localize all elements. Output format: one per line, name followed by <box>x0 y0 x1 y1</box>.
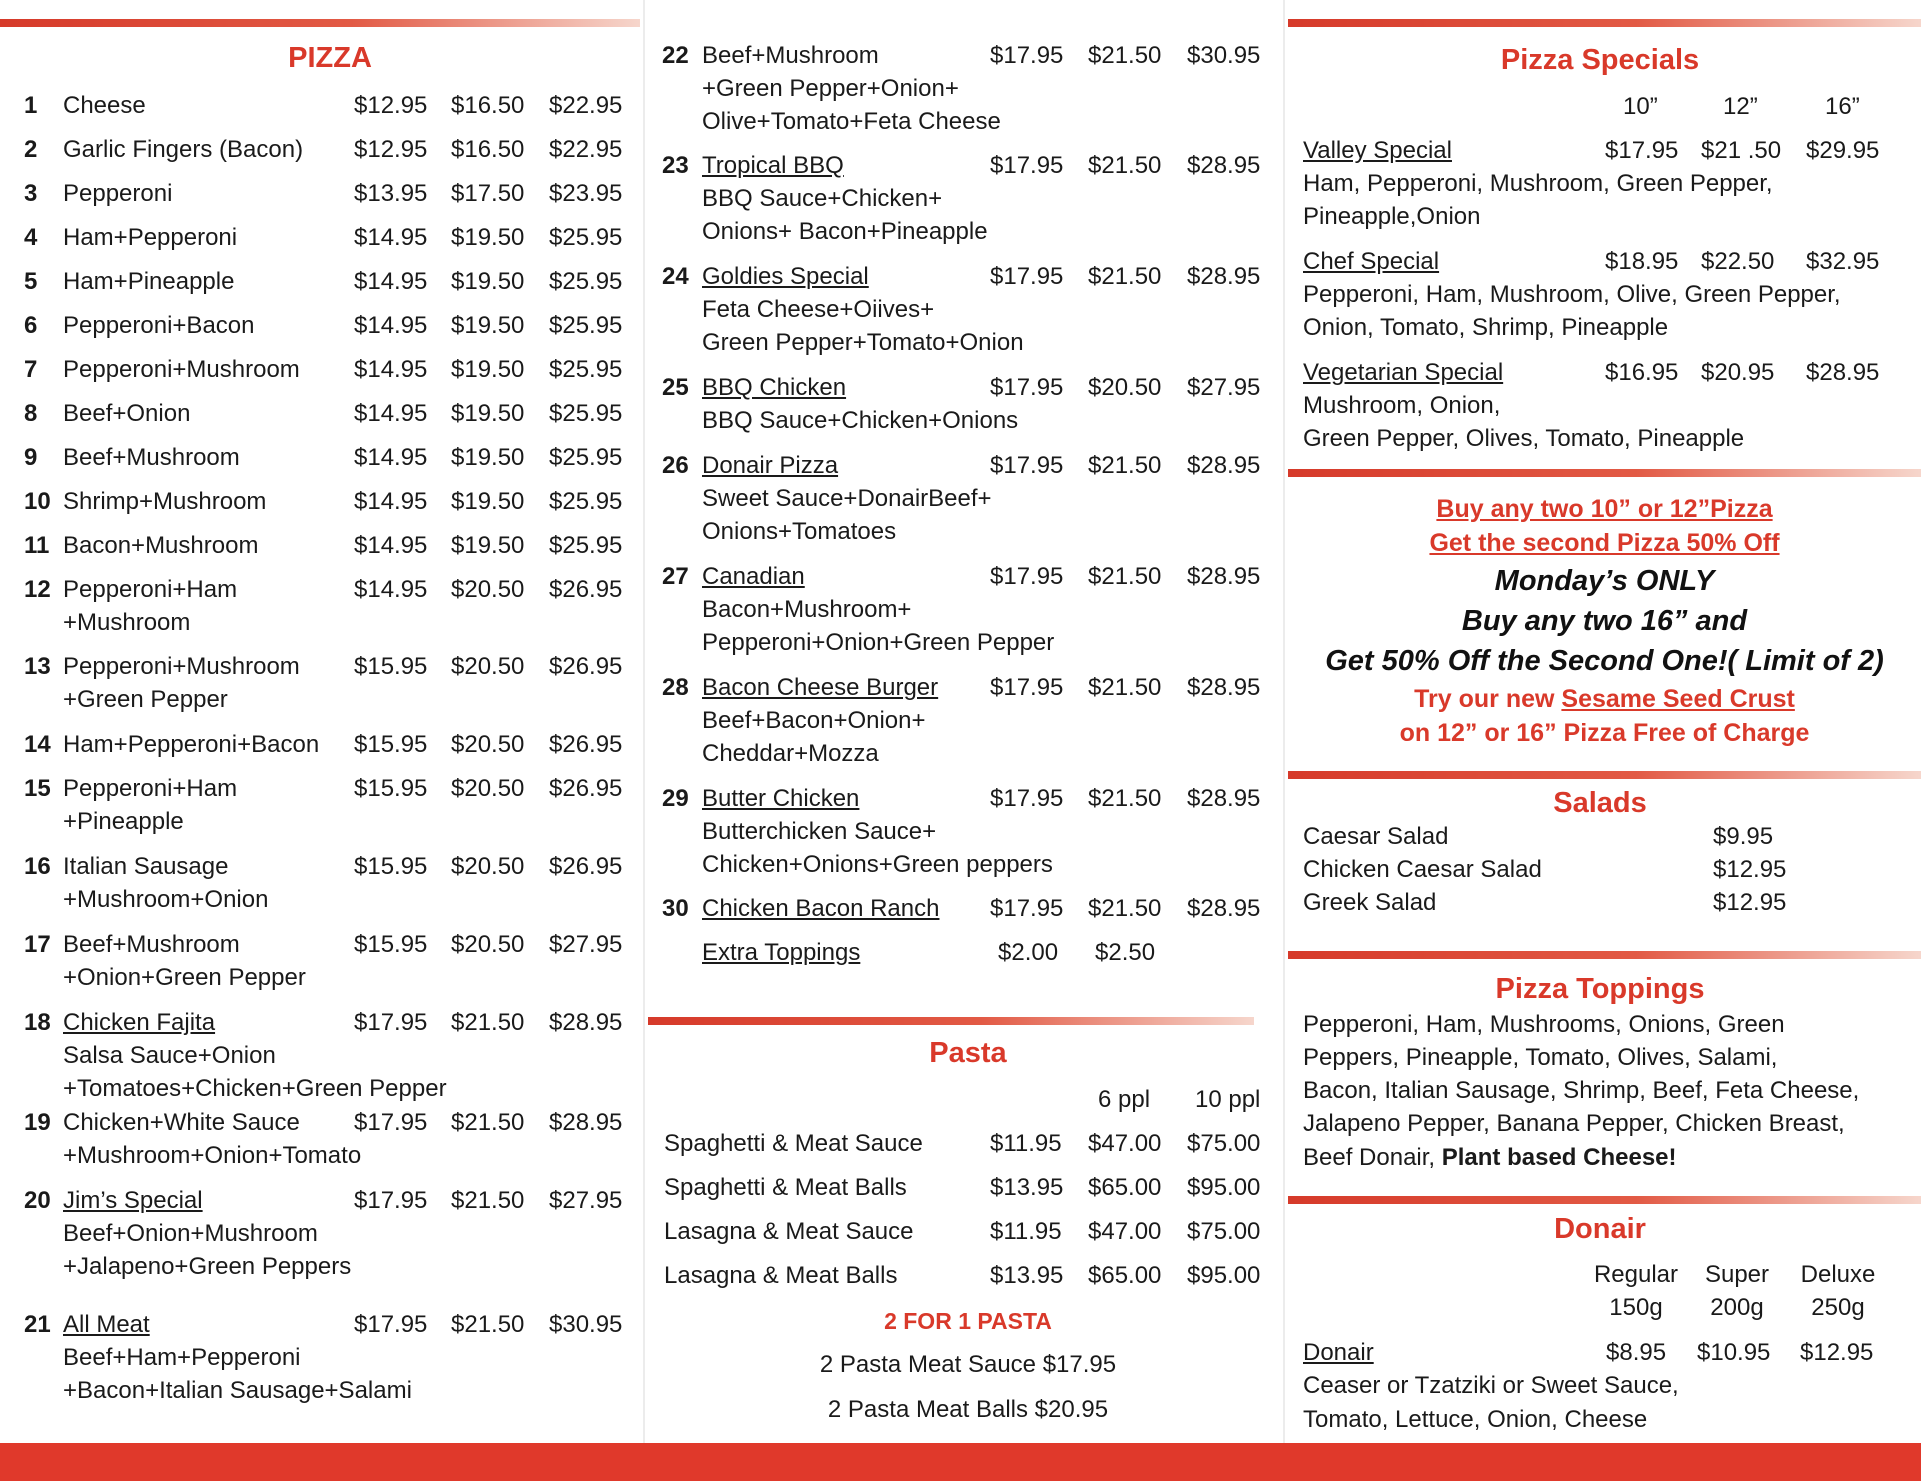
specials-divider <box>1288 469 1921 477</box>
donair-size-name: Regular <box>1593 1261 1679 1288</box>
pizza-item-number: 4 <box>24 224 38 251</box>
salad-price: $9.95 <box>1713 823 1774 850</box>
pizza-item-name: Shrimp+Mushroom <box>63 488 267 515</box>
pizza-item-number: 15 <box>24 775 51 802</box>
pizza-item-ingredients: Pepperoni+Onion+Green Pepper <box>702 629 1055 656</box>
pizza-item-name: Chicken Fajita <box>63 1009 216 1036</box>
donair-desc-2: Tomato, Lettuce, Onion, Cheese <box>1303 1406 1648 1433</box>
pizza-price-small: $15.95 <box>354 853 428 880</box>
specials-size-10: 10” <box>1623 93 1658 120</box>
pizza-item-name: Ham+Pineapple <box>63 268 235 295</box>
pizza-item-number: 3 <box>24 180 38 207</box>
pizza-item-name: Beef+Mushroom <box>702 42 879 69</box>
fold-line-2 <box>1283 0 1285 1443</box>
special-price: $16.95 <box>1605 359 1679 386</box>
pizza-price-medium: $20.50 <box>451 576 525 603</box>
pizza-item-number: 18 <box>24 1009 51 1036</box>
promo-line-7: on 12” or 16” Pizza Free of Charge <box>1399 719 1810 747</box>
pasta-item-name: Lasagna & Meat Sauce <box>664 1218 914 1245</box>
pizza-item-name: Pepperoni+Ham <box>63 576 238 603</box>
pizza-price-small: $14.95 <box>354 400 428 427</box>
pizza-price-medium: $21.50 <box>451 1109 525 1136</box>
pizza-item-ingredients: Chicken+Onions+Green peppers <box>702 851 1053 878</box>
pizza-item-number: 6 <box>24 312 38 339</box>
pizza-price-medium: $21.50 <box>451 1009 525 1036</box>
pizza-item-ingredients: +Green Pepper <box>63 686 228 713</box>
special-price: $22.50 <box>1701 248 1775 275</box>
special-name: Valley Special <box>1303 137 1452 164</box>
pizza-item-ingredients: Beef+Onion+Mushroom <box>63 1220 318 1247</box>
pizza-item-ingredients: Sweet Sauce+DonairBeef+ <box>702 485 992 512</box>
pizza-price-medium: $19.50 <box>451 224 525 251</box>
special-name: Chef Special <box>1303 248 1440 275</box>
pizza-price-large: $28.95 <box>1187 452 1261 479</box>
pizza-price-small: $17.95 <box>354 1311 428 1338</box>
top-bar-left <box>0 19 640 27</box>
pasta-item-price: $11.95 <box>990 1130 1062 1157</box>
pizza-price-large: $25.95 <box>549 312 623 339</box>
pizza-price-medium: $20.50 <box>451 775 525 802</box>
donair-price-deluxe: $12.95 <box>1800 1339 1874 1366</box>
pizza-item-ingredients: Beef+Ham+Pepperoni <box>63 1344 301 1371</box>
promo-divider <box>1288 771 1921 779</box>
pizza-price-medium: $21.50 <box>1088 785 1162 812</box>
pizza-item-number: 23 <box>662 152 689 179</box>
pasta-item-name: Spaghetti & Meat Sauce <box>664 1130 923 1157</box>
pizza-price-small: $17.95 <box>990 563 1064 590</box>
extra-toppings-label: Extra Toppings <box>702 939 861 966</box>
salad-name: Chicken Caesar Salad <box>1303 856 1542 883</box>
promo-line-6 <box>1288 682 1921 716</box>
pizza-price-medium: $20.50 <box>451 731 525 758</box>
toppings-last-line <box>1303 1144 1677 1172</box>
pizza-price-small: $14.95 <box>354 268 428 295</box>
special-name: Vegetarian Special <box>1303 359 1504 386</box>
pizza-item-number: 19 <box>24 1109 51 1136</box>
pizza-item-ingredients: +Mushroom+Onion+Tomato <box>63 1142 362 1169</box>
pizza-price-large: $26.95 <box>549 576 623 603</box>
pizza-item-name: Cheese <box>63 92 146 119</box>
pasta-title: Pasta <box>929 1037 1007 1069</box>
top-bar-right <box>1288 19 1921 27</box>
pizza-item-ingredients: +Jalapeno+Green Peppers <box>63 1253 352 1280</box>
pizza-item-name: Tropical BBQ <box>702 152 844 179</box>
pizza-price-medium: $19.50 <box>451 268 525 295</box>
pizza-price-medium: $17.50 <box>451 180 525 207</box>
pizza-price-medium: $16.50 <box>451 136 525 163</box>
pizza-item-number: 8 <box>24 400 38 427</box>
pasta-header-6ppl: 6 ppl <box>1098 1086 1151 1113</box>
pizza-price-large: $28.95 <box>1187 152 1261 179</box>
toppings-title: Pizza Toppings <box>1495 973 1705 1005</box>
pizza-item-ingredients: Olive+Tomato+Feta Cheese <box>702 108 1001 135</box>
pizza-price-large: $27.95 <box>549 931 623 958</box>
pizza-price-large: $28.95 <box>1187 263 1261 290</box>
pizza-item-name: Beef+Mushroom <box>63 931 240 958</box>
pizza-item-name: Beef+Onion <box>63 400 191 427</box>
pizza-price-large: $25.95 <box>549 268 623 295</box>
toppings-line: Bacon, Italian Sausage, Shrimp, Beef, Feta Cheese, <box>1303 1077 1860 1104</box>
pizza-item-name: Bacon+Mushroom <box>63 532 259 559</box>
pizza-price-small: $17.95 <box>990 42 1064 69</box>
pizza-item-name: Pepperoni+Ham <box>63 775 238 802</box>
special-price: $29.95 <box>1806 137 1880 164</box>
pizza-price-small: $17.95 <box>354 1187 428 1214</box>
pizza-title: PIZZA <box>288 42 372 74</box>
pasta-item-price: $13.95 <box>990 1174 1064 1201</box>
pizza-price-small: $17.95 <box>990 674 1064 701</box>
pizza-price-small: $14.95 <box>354 532 428 559</box>
pizza-item-ingredients: Butterchicken Sauce+ <box>702 818 937 845</box>
pizza-price-small: $17.95 <box>990 785 1064 812</box>
pasta-item-name: Lasagna & Meat Balls <box>664 1262 898 1289</box>
pizza-item-number: 11 <box>24 532 50 559</box>
pizza-price-large: $25.95 <box>549 488 623 515</box>
pizza-price-small: $12.95 <box>354 136 428 163</box>
pizza-price-large: $28.95 <box>1187 563 1261 590</box>
pizza-price-large: $23.95 <box>549 180 623 207</box>
pizza-item-ingredients: Salsa Sauce+Onion <box>63 1042 276 1069</box>
pizza-price-medium: $21.50 <box>1088 42 1162 69</box>
pizza-item-number: 13 <box>24 653 51 680</box>
pizza-price-small: $17.95 <box>354 1009 428 1036</box>
pizza-price-medium: $19.50 <box>451 444 525 471</box>
pizza-item-name: All Meat <box>63 1311 150 1338</box>
pizza-item-number: 7 <box>24 356 38 383</box>
specials-size-16: 16” <box>1825 93 1860 120</box>
special-description: Ham, Pepperoni, Mushroom, Green Pepper, <box>1303 170 1773 197</box>
pizza-item-name: Bacon Cheese Burger <box>702 674 939 701</box>
pizza-price-medium: $21.50 <box>451 1311 525 1338</box>
salad-name: Greek Salad <box>1303 889 1437 916</box>
pizza-price-medium: $19.50 <box>451 356 525 383</box>
pizza-item-name: Chicken+White Sauce <box>63 1109 300 1136</box>
pasta-item-price: $65.00 <box>1088 1174 1162 1201</box>
pizza-item-number: 25 <box>662 374 689 401</box>
pasta-item-price: $75.00 <box>1187 1130 1261 1157</box>
promo-block <box>1288 492 1921 750</box>
pizza-item-name: Donair Pizza <box>702 452 839 479</box>
pizza-item-number: 20 <box>24 1187 51 1214</box>
pizza-item-number: 28 <box>662 674 689 701</box>
special-price: $21 .50 <box>1701 137 1782 164</box>
extra-toppings-price-2: $2.50 <box>1095 939 1156 966</box>
pizza-item-name: Goldies Special <box>702 263 869 290</box>
donair-size-weight: 150g <box>1609 1294 1663 1321</box>
pizza-item-ingredients: Onions+Tomatoes <box>702 518 897 545</box>
pizza-item-name: Chicken Bacon Ranch <box>702 895 940 922</box>
promo-line-4: Buy any two 16” and <box>1461 605 1748 637</box>
pasta-item-price: $65.00 <box>1088 1262 1162 1289</box>
pizza-price-small: $14.95 <box>354 444 428 471</box>
pizza-price-large: $28.95 <box>549 1109 623 1136</box>
pizza-price-small: $14.95 <box>354 488 428 515</box>
special-description: Pineapple,Onion <box>1303 203 1481 230</box>
pizza-price-large: $26.95 <box>549 775 623 802</box>
pizza-price-medium: $20.50 <box>451 931 525 958</box>
special-description: Mushroom, Onion, <box>1303 392 1501 419</box>
salad-price: $12.95 <box>1713 889 1787 916</box>
pizza-item-name: Ham+Pepperoni+Bacon <box>63 731 320 758</box>
pizza-item-name: Italian Sausage <box>63 853 229 880</box>
specials-size-12: 12” <box>1723 93 1758 120</box>
pizza-item-number: 30 <box>662 895 689 922</box>
pizza-price-medium: $21.50 <box>1088 452 1162 479</box>
pizza-price-medium: $21.50 <box>1088 674 1162 701</box>
plant-based-cheese: Plant based Cheese! <box>1441 1144 1677 1171</box>
pizza-price-large: $28.95 <box>1187 674 1261 701</box>
toppings-divider <box>1288 1196 1921 1204</box>
pizza-price-small: $14.95 <box>354 576 428 603</box>
extra-toppings-price-1: $2.00 <box>998 939 1059 966</box>
pizza-price-large: $22.95 <box>549 136 623 163</box>
toppings-line: Jalapeno Pepper, Banana Pepper, Chicken Breast, <box>1303 1110 1845 1137</box>
pizza-price-medium: $19.50 <box>451 488 525 515</box>
pizza-item-number: 17 <box>24 931 51 958</box>
promo-line-6-text: Try our new <box>1414 685 1562 713</box>
pizza-price-small: $14.95 <box>354 356 428 383</box>
pizza-price-small: $15.95 <box>354 653 428 680</box>
pizza-item-number: 10 <box>24 488 51 515</box>
pizza-item-ingredients: +Mushroom <box>63 609 191 636</box>
pizza-price-large: $26.95 <box>549 653 623 680</box>
pizza-price-large: $28.95 <box>1187 785 1261 812</box>
pizza-price-large: $27.95 <box>549 1187 623 1214</box>
pizza-item-name: Garlic Fingers (Bacon) <box>63 136 304 163</box>
pizza-price-medium: $20.50 <box>451 653 525 680</box>
pizza-item-number: 2 <box>24 136 38 163</box>
pizza-item-ingredients: +Pineapple <box>63 808 184 835</box>
pizza-item-ingredients: BBQ Sauce+Chicken+Onions <box>702 407 1019 434</box>
promo-line-3: Monday’s ONLY <box>1494 565 1715 597</box>
pizza-price-small: $15.95 <box>354 931 428 958</box>
pizza-item-name: Pepperoni <box>63 180 173 207</box>
pasta-item-price: $13.95 <box>990 1262 1064 1289</box>
pizza-price-large: $25.95 <box>549 400 623 427</box>
pizza-price-medium: $21.50 <box>1088 895 1162 922</box>
pizza-item-ingredients: Bacon+Mushroom+ <box>702 596 912 623</box>
pizza-item-number: 24 <box>662 263 689 290</box>
fold-line-1 <box>643 0 645 1443</box>
pizza-price-large: $30.95 <box>1187 42 1261 69</box>
pizza-item-number: 29 <box>662 785 689 812</box>
pizza-item-name: Canadian <box>702 563 805 590</box>
pizza-price-small: $17.95 <box>990 895 1064 922</box>
toppings-last-text: Beef Donair, <box>1303 1144 1442 1171</box>
pizza-item-name: Jim’s Special <box>63 1187 203 1214</box>
pizza-price-small: $17.95 <box>354 1109 428 1136</box>
pizza-price-medium: $21.50 <box>1088 152 1162 179</box>
pizza-price-medium: $21.50 <box>1088 563 1162 590</box>
pizza-item-number: 22 <box>662 42 689 69</box>
donair-size-weight: 250g <box>1811 1294 1865 1321</box>
pasta-promo-title: 2 FOR 1 PASTA <box>884 1308 1052 1334</box>
pizza-price-small: $17.95 <box>990 263 1064 290</box>
pizza-price-medium: $19.50 <box>451 312 525 339</box>
pasta-item-price: $75.00 <box>1187 1218 1261 1245</box>
pizza-item-name: Beef+Mushroom <box>63 444 240 471</box>
pizza-price-large: $27.95 <box>1187 374 1261 401</box>
pizza-price-large: $22.95 <box>549 92 623 119</box>
salads-title: Salads <box>1553 787 1647 819</box>
pizza-item-ingredients: +Mushroom+Onion <box>63 886 269 913</box>
pasta-item-price: $47.00 <box>1088 1130 1162 1157</box>
special-description: Pepperoni, Ham, Mushroom, Olive, Green Pepper, <box>1303 281 1841 308</box>
pizza-item-name: BBQ Chicken <box>702 374 847 401</box>
pasta-item-price: $95.00 <box>1187 1174 1261 1201</box>
donair-title: Donair <box>1554 1213 1646 1245</box>
pizza-price-large: $26.95 <box>549 853 623 880</box>
pizza-item-ingredients: Cheddar+Mozza <box>702 740 879 767</box>
salad-name: Caesar Salad <box>1303 823 1449 850</box>
special-price: $20.95 <box>1701 359 1775 386</box>
special-price: $32.95 <box>1806 248 1880 275</box>
pizza-item-name: Pepperoni+Mushroom <box>63 653 300 680</box>
pizza-item-ingredients: BBQ Sauce+Chicken+ <box>702 185 943 212</box>
donair-price-super: $10.95 <box>1697 1339 1771 1366</box>
pizza-item-ingredients: +Bacon+Italian Sausage+Salami <box>63 1377 412 1404</box>
pizza-price-medium: $21.50 <box>451 1187 525 1214</box>
pizza-price-large: $28.95 <box>1187 895 1261 922</box>
special-price: $28.95 <box>1806 359 1880 386</box>
promo-line-5: Get 50% Off the Second One!( Limit of 2) <box>1325 645 1884 677</box>
special-description: Onion, Tomato, Shrimp, Pineapple <box>1303 314 1669 341</box>
pasta-item-name: Spaghetti & Meat Balls <box>664 1174 907 1201</box>
donair-size-weight: 200g <box>1710 1294 1764 1321</box>
salads-divider <box>1288 951 1921 959</box>
donair-item-name: Donair <box>1303 1339 1374 1366</box>
pizza-item-number: 12 <box>24 576 51 603</box>
pizza-item-number: 26 <box>662 452 689 479</box>
pizza-price-large: $28.95 <box>549 1009 623 1036</box>
pizza-price-large: $30.95 <box>549 1311 623 1338</box>
pizza-price-small: $17.95 <box>990 152 1064 179</box>
pizza-price-large: $25.95 <box>549 444 623 471</box>
pizza-item-ingredients: +Green Pepper+Onion+ <box>702 75 959 102</box>
salad-price: $12.95 <box>1713 856 1787 883</box>
toppings-line: Peppers, Pineapple, Tomato, Olives, Salami, <box>1303 1044 1778 1071</box>
special-price: $17.95 <box>1605 137 1679 164</box>
pizza-item-name: Butter Chicken <box>702 785 860 812</box>
pizza-price-medium: $20.50 <box>451 853 525 880</box>
pasta-item-price: $95.00 <box>1187 1262 1261 1289</box>
pizza-item-number: 1 <box>24 92 38 119</box>
special-description: Green Pepper, Olives, Tomato, Pineapple <box>1303 425 1745 452</box>
pasta-divider <box>648 1017 1254 1025</box>
pizza-price-small: $15.95 <box>354 731 428 758</box>
pasta-promo-line-2: 2 Pasta Meat Balls $20.95 <box>827 1396 1109 1423</box>
pasta-item-price: $11.95 <box>990 1218 1062 1245</box>
pizza-item-name: Pepperoni+Bacon <box>63 312 255 339</box>
pizza-item-ingredients: Onions+ Bacon+Pineapple <box>702 218 988 245</box>
specials-title: Pizza Specials <box>1500 44 1700 76</box>
sesame-seed-crust-link: Sesame Seed Crust <box>1561 685 1795 713</box>
pizza-price-small: $15.95 <box>354 775 428 802</box>
donair-size-name: Deluxe <box>1800 1261 1876 1288</box>
pizza-item-name: Pepperoni+Mushroom <box>63 356 300 383</box>
pasta-item-price: $47.00 <box>1088 1218 1162 1245</box>
pizza-item-number: 14 <box>24 731 51 758</box>
promo-line-1: Buy any two 10” or 12”Pizza <box>1436 495 1773 523</box>
pizza-price-medium: $19.50 <box>451 532 525 559</box>
pizza-item-number: 27 <box>662 563 689 590</box>
toppings-line: Pepperoni, Ham, Mushrooms, Onions, Green <box>1303 1011 1785 1038</box>
donair-size-name: Super <box>1704 1261 1770 1288</box>
pizza-item-name: Ham+Pepperoni <box>63 224 238 251</box>
pizza-price-large: $25.95 <box>549 356 623 383</box>
pasta-header-10ppl: 10 ppl <box>1195 1086 1261 1113</box>
pizza-item-number: 9 <box>24 444 38 471</box>
pizza-price-small: $17.95 <box>990 452 1064 479</box>
pizza-item-number: 16 <box>24 853 51 880</box>
pizza-item-number: 21 <box>24 1311 51 1338</box>
pizza-price-large: $25.95 <box>549 224 623 251</box>
pizza-price-medium: $21.50 <box>1088 263 1162 290</box>
pizza-item-ingredients: Beef+Bacon+Onion+ <box>702 707 926 734</box>
special-price: $18.95 <box>1605 248 1679 275</box>
bottom-band <box>0 1443 1921 1481</box>
pizza-price-medium: $16.50 <box>451 92 525 119</box>
donair-price-regular: $8.95 <box>1606 1339 1667 1366</box>
pizza-item-ingredients: Feta Cheese+Oiives+ <box>702 296 935 323</box>
pizza-price-small: $14.95 <box>354 224 428 251</box>
pizza-price-small: $13.95 <box>354 180 428 207</box>
promo-line-2: Get the second Pizza 50% Off <box>1429 529 1780 557</box>
pizza-item-ingredients: +Onion+Green Pepper <box>63 964 306 991</box>
pizza-item-ingredients: Green Pepper+Tomato+Onion <box>702 329 1024 356</box>
pizza-item-number: 5 <box>24 268 38 295</box>
pizza-price-medium: $20.50 <box>1088 374 1162 401</box>
pizza-price-large: $26.95 <box>549 731 623 758</box>
pizza-price-small: $14.95 <box>354 312 428 339</box>
pizza-price-small: $12.95 <box>354 92 428 119</box>
pizza-item-ingredients: +Tomatoes+Chicken+Green Pepper <box>63 1075 447 1102</box>
donair-desc-1: Ceaser or Tzatziki or Sweet Sauce, <box>1303 1372 1679 1399</box>
pizza-price-large: $25.95 <box>549 532 623 559</box>
pasta-promo-line-1: 2 Pasta Meat Sauce $17.95 <box>819 1351 1117 1378</box>
pizza-price-small: $17.95 <box>990 374 1064 401</box>
pizza-price-medium: $19.50 <box>451 400 525 427</box>
